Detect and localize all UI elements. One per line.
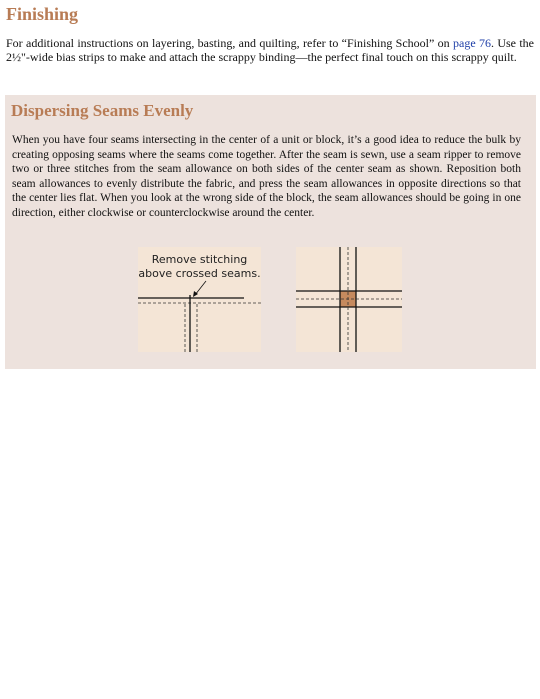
pointer-line — [195, 281, 206, 295]
finishing-text-start: For additional instructions on layering, basting, and quilting, refer to “Finishing School” on — [6, 36, 453, 50]
caption-line-1: Remove stitching — [151, 253, 248, 266]
page-76-link[interactable]: page 76 — [453, 36, 491, 50]
finishing-text-end: . Use the 2½"-wide bias strips to make and attach the scrappy binding—the perfect final touch on this scrappy quilt. — [6, 36, 534, 64]
dispersing-seams-sidebar — [5, 95, 536, 369]
seam-diagram-left — [138, 247, 261, 352]
sidebar-paragraph: When you have four seams intersecting in the center of a unit or block, it’s a good idea to reduce the bulk by creating opposing seams where the seams come together. After the seam is sewn, use a seam ripper to remove two or three stitches from the seam allowance on both sides of the center seam as shown. Reposition both seam allowances to evenly distribute the fabric, and press the seam allowances in opposite directions so that the center lies flat. When you look at the wrong side of the block, the seam allowances should be going in one direction, either clockwise or counterclockwise around the center. — [12, 134, 521, 219]
caption-line-2: above crossed seams. — [138, 267, 261, 280]
pressed-seams-illustration — [296, 247, 402, 352]
remove-stitching-illustration — [138, 247, 261, 352]
seam-diagram-right — [296, 247, 402, 352]
finishing-heading: Finishing — [6, 4, 79, 24]
finishing-paragraph — [6, 36, 534, 64]
sidebar-title: Dispersing Seams Evenly — [11, 101, 194, 120]
